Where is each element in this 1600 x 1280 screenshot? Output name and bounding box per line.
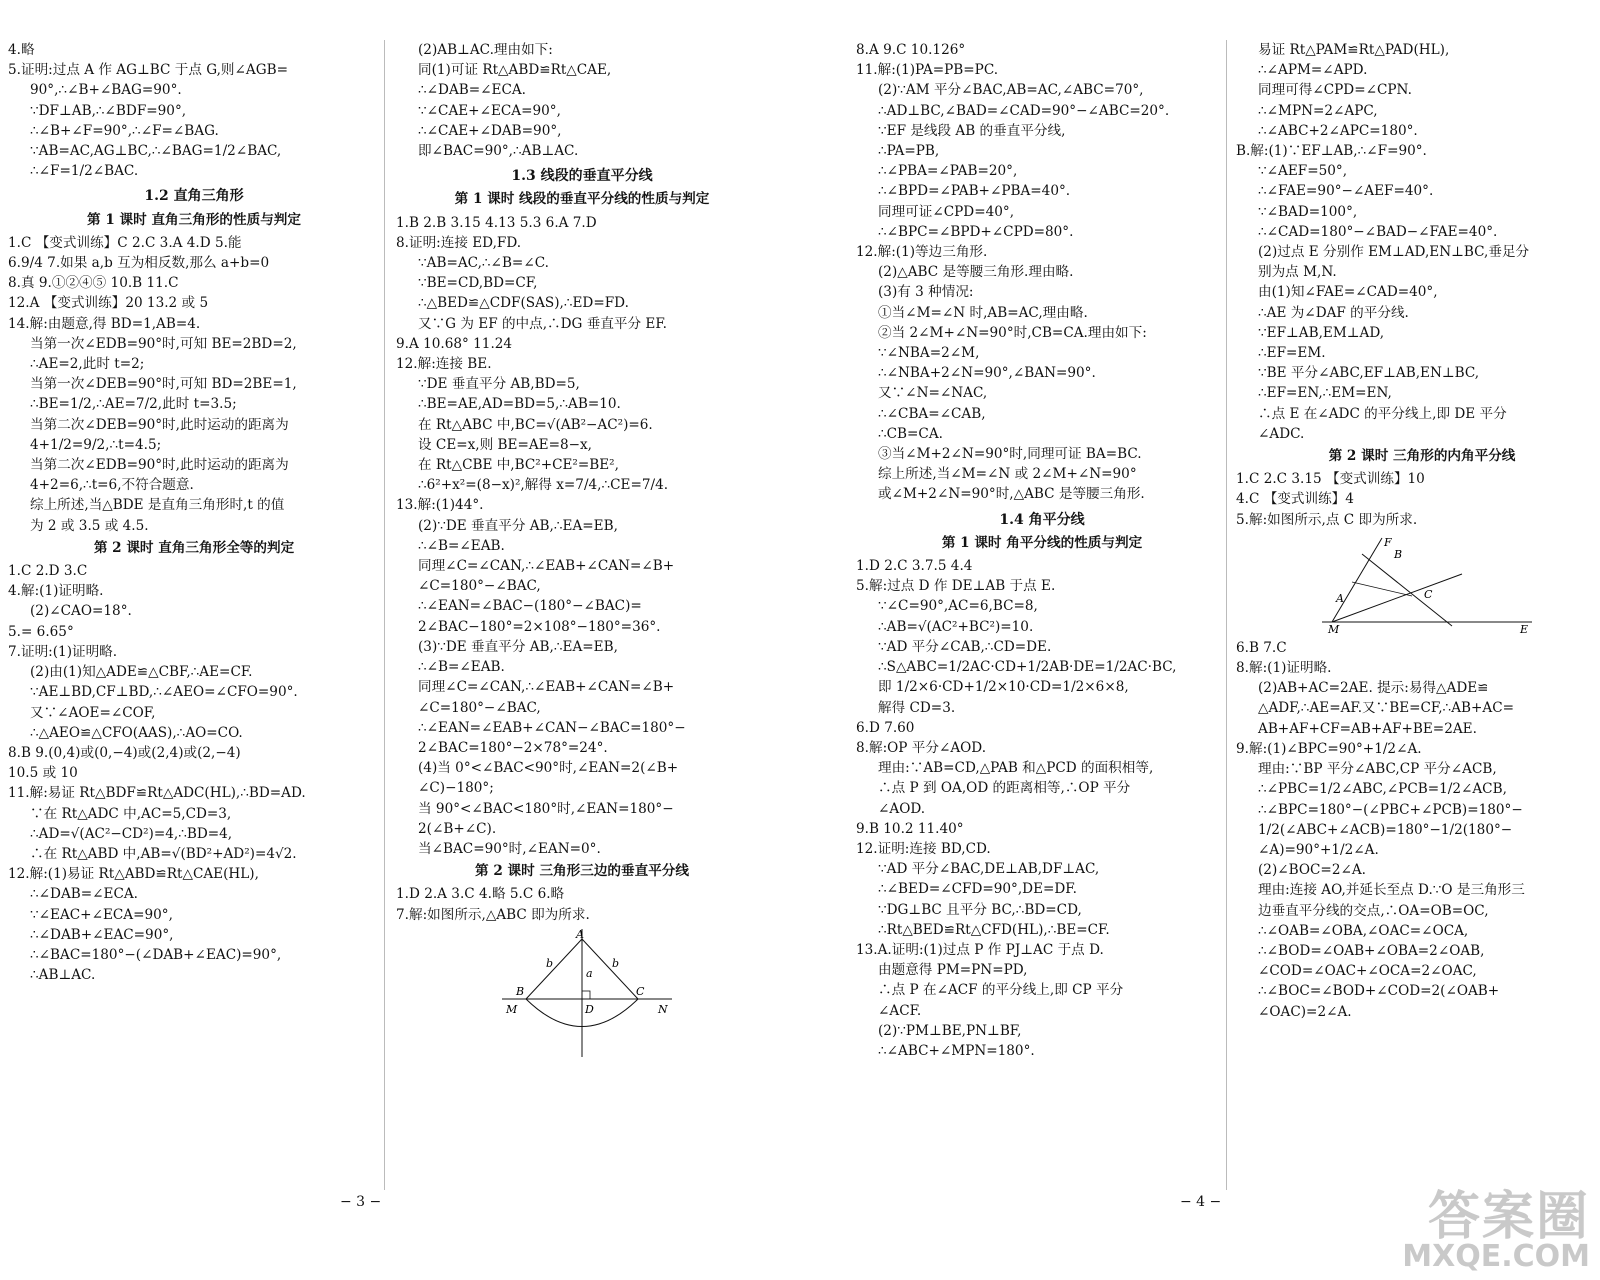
answer-line: ∴∠DAB=∠ECA. — [418, 82, 526, 99]
answer-line: ∴∠BED=∠CFD=90°,DE=DF. — [878, 881, 1077, 898]
answer-line: 为 2 或 3.5 或 4.5. — [30, 517, 149, 534]
answer-line: 别为点 M,N. — [1258, 264, 1337, 281]
answer-line: 理由:∵AB=CD,△PAB 和△PCD 的面积相等, — [878, 760, 1154, 777]
answer-line: ∴∠BOD=∠OAB+∠OBA=2∠OAB, — [1258, 942, 1485, 959]
answer-line: 2∠BAC−180°=2×108°−180°=36°. — [418, 618, 661, 635]
answer-line: 9.解:(1)∠BPC=90°+1/2∠A. — [1236, 740, 1422, 757]
answer-line: ∠A)=90°+1/2∠A. — [1258, 841, 1379, 858]
section-heading: 第 2 课时 三角形的内角平分线 — [1328, 448, 1516, 465]
fig1-label-a: a — [586, 966, 593, 980]
answer-line: ∴∠B=∠EAB. — [418, 537, 505, 554]
answer-line: 5.= 6.65° — [8, 623, 74, 640]
answer-line: ∴点 P 在∠ACF 的平分线上,即 CP 平分 — [878, 982, 1124, 999]
answer-line: 8.B 9.(0,4)或(0,−4)或(2,4)或(2,−4) — [8, 744, 241, 761]
answer-line: 1.C 2.D 3.C — [8, 563, 88, 580]
answer-line: 当第二次∠EDB=90°时,此时运动的距离为 — [30, 457, 289, 474]
fig1-label-N: N — [658, 1002, 668, 1016]
answer-line: ∵AB=AC,∴∠B=∠C. — [418, 255, 549, 272]
answer-line: 4+1/2=9/2,∴t=4.5; — [30, 436, 162, 453]
answer-line: 8.真 9.①②④⑤ 10.B 11.C — [8, 275, 179, 292]
answer-line: ∴∠B=∠EAB. — [418, 659, 505, 676]
answer-line: 4+2=6,∴t=6,不符合题意. — [30, 477, 194, 494]
answer-line: ∠C)−180°; — [418, 780, 494, 797]
answer-line: (2)AB⊥AC.理由如下: — [418, 42, 553, 58]
answer-line: 即 1/2×6·CD+1/2×10·CD=1/2×6×8, — [878, 679, 1129, 696]
answer-line: (2)△ABC 是等腰三角形.理由略. — [878, 264, 1074, 281]
answer-line: ∴∠CAD=180°−∠BAD−∠FAE=40°. — [1258, 223, 1498, 240]
answer-line: 1.B 2.B 3.15 4.13 5.3 6.A 7.D — [396, 214, 597, 231]
answer-line: 4.C 【变式训练】4 — [1236, 491, 1354, 508]
answer-line: 6.D 7.60 — [856, 719, 915, 736]
fig1-label-C: C — [636, 984, 645, 998]
answer-line: ∴BE=1/2,∴AE=7/2,此时 t=3.5; — [30, 396, 237, 413]
answer-line: ∵在 Rt△ADC 中,AC=5,CD=3, — [30, 805, 232, 822]
answer-line: ∴S△ABC=1/2AC·CD+1/2AB·DE=1/2AC·BC, — [878, 659, 1177, 676]
answer-line: 12.证明:连接 BD,CD. — [856, 840, 991, 857]
answer-line: 4.略 — [8, 42, 35, 58]
answer-line: ∴∠BPD=∠PAB+∠PBA=40°. — [878, 183, 1071, 200]
answer-line: 4.解:(1)证明略. — [8, 583, 104, 600]
answer-line: ∵∠NBA=2∠M, — [878, 345, 980, 362]
figure-triangle-construction — [482, 929, 682, 1059]
column-4-text-top — [1236, 40, 1600, 530]
answer-line: 13.A.证明:(1)过点 P 作 PJ⊥AC 于点 D. — [856, 941, 1104, 958]
watermark-url: MXQE.COM — [1402, 1239, 1590, 1274]
answer-line: ∴AB=√(AC²+BC²)=10. — [878, 618, 1034, 635]
answer-line: ∠C=180°−∠BAC, — [418, 699, 541, 716]
fig2-label-M: M — [1328, 622, 1340, 634]
answer-line: (3)∵DE 垂直平分 AB,∴EA=EB, — [418, 638, 618, 655]
answer-line: 1.C 2.C 3.15 【变式训练】10 — [1236, 471, 1425, 488]
answer-line: 即∠BAC=90°,∴AB⊥AC. — [418, 143, 579, 160]
answer-line: ∴∠BOC=∠BOD+∠COD=2(∠OAB+ — [1258, 983, 1500, 1000]
answer-line: 当∠BAC=90°时,∠EAN=0°. — [418, 840, 601, 857]
answer-line: 2(∠B+∠C). — [418, 820, 497, 837]
answer-line: 5.证明:过点 A 作 AG⊥BC 于点 G,则∠AGB= — [8, 62, 288, 79]
answer-line: 8.解:(1)证明略. — [1236, 660, 1332, 677]
fig1-label-b-right: b — [612, 956, 620, 970]
answer-line: 90°,∴∠B+∠BAG=90°. — [30, 82, 182, 99]
answer-line: ∴∠ABC+∠MPN=180°. — [878, 1042, 1035, 1059]
column-4-text-bottom — [1236, 638, 1600, 1022]
answer-line: 8.A 9.C 10.126° — [856, 42, 966, 58]
answer-line: (2)∠BOC=2∠A. — [1258, 862, 1367, 879]
answer-line: 13.解:(1)44°. — [396, 497, 484, 514]
answer-line: ∴PA=PB, — [878, 143, 940, 160]
answer-line: ③当∠M+2∠N=90°时,同理可证 BA=BC. — [878, 446, 1142, 463]
answer-line: 又∵∠N=∠NAC, — [878, 385, 988, 402]
answer-line: 8.证明:连接 ED,FD. — [396, 234, 522, 251]
answer-line: ∴∠EAN=∠BAC−(180°−∠BAC)= — [418, 598, 642, 615]
answer-line: 在 Rt△CBE 中,BC²+CE²=BE², — [418, 457, 619, 474]
answer-line: 6.9/4 7.如果 a,b 互为相反数,那么 a+b=0 — [8, 255, 270, 272]
answer-line: ∴6²+x²=(8−x)²,解得 x=7/4,∴CE=7/4. — [418, 477, 669, 494]
section-heading: 第 1 课时 直角三角形的性质与判定 — [87, 211, 301, 228]
answer-line: ∴AE 为∠DAF 的平分线. — [1258, 304, 1409, 321]
answer-line: ∴AD⊥BC,∠BAD=∠CAD=90°−∠ABC=20°. — [878, 102, 1170, 119]
answer-line: ∴AE=2,此时 t=2; — [30, 356, 145, 373]
answer-line: ∴∠NBA+2∠N=90°,∠BAN=90°. — [878, 365, 1096, 382]
column-2-text — [396, 40, 768, 925]
answer-line: 当第一次∠EDB=90°时,可知 BE=2BD=2, — [30, 335, 297, 352]
answer-line: ②当 2∠M+∠N=90°时,CB=CA.理由如下: — [878, 324, 1147, 341]
answer-line: ∠C=180°−∠BAC, — [418, 578, 541, 595]
answer-line: (2)∵AM 平分∠BAC,AB=AC,∠ABC=70°, — [878, 82, 1144, 99]
answer-line: ∴∠MPN=2∠APC, — [1258, 102, 1378, 119]
section-heading: 第 1 课时 角平分线的性质与判定 — [941, 534, 1143, 551]
answer-line: 8.解:OP 平分∠AOD. — [856, 739, 987, 756]
answer-line: ∴在 Rt△ABD 中,AB=√(BD²+AD²)=4√2. — [30, 845, 297, 862]
answer-line: ∠AOD. — [878, 800, 926, 817]
answer-line: 1.D 2.C 3.7.5 4.4 — [856, 558, 973, 575]
answer-line: ∴△BED≌△CDF(SAS),∴ED=FD. — [418, 295, 629, 312]
section-heading: 1.3 线段的垂直平分线 — [511, 168, 653, 185]
page-number-right: − 4 − — [1180, 1194, 1222, 1210]
answer-line: 9.B 10.2 11.40° — [856, 820, 964, 837]
fig2-label-F: F — [1384, 535, 1392, 549]
answer-line: (2)∵DE 垂直平分 AB,∴EA=EB, — [418, 517, 618, 534]
answer-line: 同理∠C=∠CAN,∴∠EAB+∠CAN=∠B+ — [418, 679, 675, 696]
answer-line: (2)由(1)知△ADE≌△CBF,∴AE=CF. — [30, 664, 253, 681]
column-2 — [396, 40, 768, 1063]
page-number-left: − 3 − — [340, 1194, 382, 1210]
answer-line: ∴∠DAB=∠ECA. — [30, 886, 138, 903]
answer-line: ∵AD 平分∠CAB,∴CD=DE. — [878, 638, 1052, 655]
answer-line: ∴∠DAB+∠EAC=90°, — [30, 926, 174, 943]
answer-line: 解得 CD=3. — [878, 699, 956, 716]
answer-line: ∴∠BAC=180°−(∠DAB+∠EAC)=90°, — [30, 946, 282, 963]
answer-line: 7.证明:(1)证明略. — [8, 643, 118, 660]
answer-line: ∠OAC)=2∠A. — [1258, 1003, 1352, 1020]
fig2-label-B: B — [1394, 547, 1403, 561]
answer-line: ∵∠C=90°,AC=6,BC=8, — [878, 598, 1038, 615]
answer-line: ∴∠ABC+2∠APC=180°. — [1258, 122, 1418, 139]
answer-line: ∴∠BPC=∠BPD+∠CPD=80°. — [878, 223, 1074, 240]
answer-line: 又∵∠AOE=∠COF, — [30, 704, 156, 721]
answer-line: ①当∠M=∠N 时,AB=AC,理由略. — [878, 304, 1088, 321]
answer-line: 易证 Rt△PAM≌Rt△PAD(HL), — [1258, 42, 1450, 58]
answer-line: 理由:连接 AO,并延长至点 D.∵O 是三角形三 — [1258, 882, 1525, 899]
answer-line: 2∠BAC=180°−2×78°=24°. — [418, 739, 608, 756]
watermark-logo — [1402, 1174, 1594, 1274]
answer-line: ∠ADC. — [1258, 425, 1305, 442]
section-heading: 1.4 角平分线 — [999, 511, 1085, 528]
answer-line: ∵∠EAC+∠ECA=90°, — [30, 906, 173, 923]
answer-line: 6.B 7.C — [1236, 639, 1287, 656]
answer-line: ∴∠CAE+∠DAB=90°, — [418, 122, 562, 139]
answer-line: ∴∠FAE=90°−∠AEF=40°. — [1258, 183, 1434, 200]
answer-line: ∴∠CBA=∠CAB, — [878, 405, 986, 422]
answer-line: ∴∠B+∠F=90°,∴∠F=∠BAG. — [30, 122, 219, 139]
answer-line: 14.解:由题意,得 BD=1,AB=4. — [8, 315, 201, 332]
fig1-label-A: A — [576, 928, 584, 941]
answer-line: 又∵G 为 EF 的中点,∴DG 垂直平分 EF. — [418, 315, 667, 332]
answer-line: ∴∠PBA=∠PAB=20°, — [878, 163, 1018, 180]
answer-line: 1.D 2.A 3.C 4.略 5.C 6.略 — [396, 886, 565, 903]
answer-line: ∵DE 垂直平分 AB,BD=5, — [418, 376, 580, 393]
answer-line: AB+AF+CF=AB+AF+BE=2AE. — [1258, 720, 1477, 737]
answer-line: ∵AE⊥BD,CF⊥BD,∴∠AEO=∠CFO=90°. — [30, 684, 298, 701]
answer-line: 或∠M+2∠N=90°时,△ABC 是等腰三角形. — [878, 486, 1145, 503]
answer-line: ∵AB=AC,AG⊥BC,∴∠BAG=1/2∠BAC, — [30, 143, 282, 160]
answer-line: ∴EF=EM. — [1258, 345, 1326, 362]
answer-line: 5.解:过点 D 作 DE⊥AB 于点 E. — [856, 578, 1056, 595]
answer-line: 在 Rt△ABC 中,BC=√(AB²−AC²)=6. — [418, 416, 653, 433]
column-3 — [856, 40, 1228, 1061]
answer-line: ∴点 E 在∠ADC 的平分线上,即 DE 平分 — [1258, 405, 1507, 422]
answer-line: 9.A 10.68° 11.24 — [396, 335, 513, 352]
answer-line: 12.解:连接 BE. — [396, 356, 492, 373]
section-heading: 第 1 课时 线段的垂直平分线的性质与判定 — [454, 191, 710, 208]
answer-line: ∴CB=CA. — [878, 425, 943, 442]
column-4 — [1236, 40, 1600, 1022]
answer-line: 10.5 或 10 — [8, 765, 78, 782]
answer-line: ∴EF=EN,∴EM=EN, — [1258, 385, 1392, 402]
answer-line: 12.A 【变式训练】20 13.2 或 5 — [8, 295, 209, 312]
answer-line: B.解:(1)∵EF⊥AB,∴∠F=90°. — [1236, 143, 1427, 160]
answer-line: ∴BE=AE,AD=BD=5,∴AB=10. — [418, 396, 621, 413]
answer-line: ∴AD=√(AC²−CD²)=4,∴BD=4, — [30, 825, 233, 842]
answer-line: ∵∠AEF=50°, — [1258, 163, 1348, 180]
answer-line: (2)过点 E 分别作 EM⊥AD,EN⊥BC,垂足分 — [1258, 244, 1530, 261]
answer-line: ∵∠CAE+∠ECA=90°, — [418, 102, 561, 119]
answer-line: 综上所述,当△BDE 是直角三角形时,t 的值 — [30, 497, 285, 514]
answer-line: ∵BE=CD,BD=CF, — [418, 275, 538, 292]
column-divider — [1226, 40, 1227, 1190]
fig1-label-M: M — [506, 1002, 518, 1016]
answer-line: ∴∠PBC=1/2∠ABC,∠PCB=1/2∠ACB, — [1258, 781, 1507, 798]
figure-angle-bisector — [1302, 534, 1542, 634]
answer-line: 12.解:(1)等边三角形. — [856, 244, 988, 261]
answer-line: (4)当 0°<∠BAC<90°时,∠EAN=2(∠B+ — [418, 760, 679, 777]
answer-line: 7.解:如图所示,△ABC 即为所求. — [396, 906, 590, 923]
answer-line: 由(1)知∠FAE=∠CAD=40°, — [1258, 284, 1438, 301]
column-1 — [8, 40, 380, 985]
answer-line: ∵DG⊥BC 且平分 BC,∴BD=CD, — [878, 901, 1082, 918]
fig1-label-D: D — [585, 1002, 594, 1016]
answer-line: 理由:∵BP 平分∠ABC,CP 平分∠ACB, — [1258, 761, 1497, 778]
answer-line: ∠COD=∠OAC+∠OCA=2∠OAC, — [1258, 963, 1477, 980]
answer-line: ∴∠APM=∠APD. — [1258, 62, 1368, 79]
answer-line: (2)AB+AC=2AE. 提示:易得△ADE≌ — [1258, 680, 1489, 697]
answer-line: △ADF,∴AE=AF.又∵BE=CF,∴AB+AC= — [1258, 700, 1515, 717]
answer-line: (2)∵PM⊥BE,PN⊥BF, — [878, 1022, 1022, 1039]
answer-line: ∴点 P 到 OA,OD 的距离相等,∴OP 平分 — [878, 780, 1131, 797]
answer-line: 1/2(∠ABC+∠ACB)=180°−1/2(180°− — [1258, 821, 1513, 838]
answer-line: 5.解:如图所示,点 C 即为所求. — [1236, 511, 1418, 528]
answer-line: 设 CE=x,则 BE=AE=8−x, — [418, 436, 592, 453]
answer-line: 同(1)可证 Rt△ABD≌Rt△CAE, — [418, 62, 612, 79]
section-heading: 1.2 直角三角形 — [144, 188, 244, 205]
answer-line: 当第一次∠DEB=90°时,可知 BD=2BE=1, — [30, 376, 297, 393]
column-divider — [384, 40, 385, 1190]
answer-line: 由题意得 PM=PN=PD, — [878, 962, 1028, 979]
answer-line: ∵∠BAD=100°, — [1258, 203, 1358, 220]
answer-line: 边垂直平分线的交点,∴OA=OB=OC, — [1258, 902, 1489, 919]
answer-line: ∵BE 平分∠ABC,EF⊥AB,EN⊥BC, — [1258, 365, 1480, 382]
answer-line: 综上所述,当∠M=∠N 或 2∠M+∠N=90° — [878, 466, 1137, 483]
answer-line: (2)∠CAO=18°. — [30, 603, 132, 620]
answer-line: ∴Rt△BED≌Rt△CFD(HL),∴BE=CF. — [878, 921, 1110, 938]
section-heading: 第 2 课时 三角形三边的垂直平分线 — [475, 863, 689, 880]
answer-line: ∴∠EAN=∠EAB+∠CAN−∠BAC=180°− — [418, 719, 686, 736]
answer-line: 同理可证∠CPD=40°, — [878, 203, 1015, 220]
answer-line: ∠ACF. — [878, 1002, 922, 1019]
answer-line: 11.解:(1)PA=PB=PC. — [856, 62, 999, 79]
answer-line: ∵EF 是线段 AB 的垂直平分线, — [878, 122, 1066, 139]
answer-line: ∴∠OAB=∠OBA,∠OAC=∠OCA, — [1258, 922, 1469, 939]
answer-line: 1.C 【变式训练】C 2.C 3.A 4.D 5.能 — [8, 234, 242, 251]
answer-line: ∴AB⊥AC. — [30, 967, 96, 984]
answer-line: 11.解:易证 Rt△BDF≌Rt△ADC(HL),∴BD=AD. — [8, 785, 306, 802]
answer-line: ∵DF⊥AB,∴∠BDF=90°, — [30, 102, 187, 119]
answer-line: 12.解:(1)易证 Rt△ABD≌Rt△CAE(HL), — [8, 866, 259, 883]
answer-line: 当 90°<∠BAC<180°时,∠EAN=180°− — [418, 800, 674, 817]
fig2-label-A: A — [1336, 591, 1344, 605]
answer-line: ∴∠BPC=180°−(∠PBC+∠PCB)=180°− — [1258, 801, 1523, 818]
answer-line: ∵AD 平分∠BAC,DE⊥AB,DF⊥AC, — [878, 861, 1100, 878]
watermark-title: 答案圈 — [1427, 1187, 1590, 1247]
answer-line: (3)有 3 种情况: — [878, 284, 974, 301]
fig1-label-B: B — [516, 984, 525, 998]
section-heading: 第 2 课时 直角三角形全等的判定 — [93, 539, 295, 556]
answer-line: 同理∠C=∠CAN,∴∠EAB+∠CAN=∠B+ — [418, 558, 675, 575]
fig2-label-C: C — [1424, 587, 1433, 601]
fig2-label-E: E — [1520, 622, 1529, 634]
answer-line: ∴△AEO≌△CFO(AAS),∴AO=CO. — [30, 724, 243, 741]
answer-line: 当第二次∠DEB=90°时,此时运动的距离为 — [30, 416, 289, 433]
answer-line: ∴∠F=1/2∠BAC. — [30, 163, 139, 180]
answer-line: 同理可得∠CPD=∠CPN. — [1258, 82, 1412, 99]
answer-line: ∵EF⊥AB,EM⊥AD, — [1258, 324, 1385, 341]
fig1-label-b-left: b — [546, 956, 554, 970]
